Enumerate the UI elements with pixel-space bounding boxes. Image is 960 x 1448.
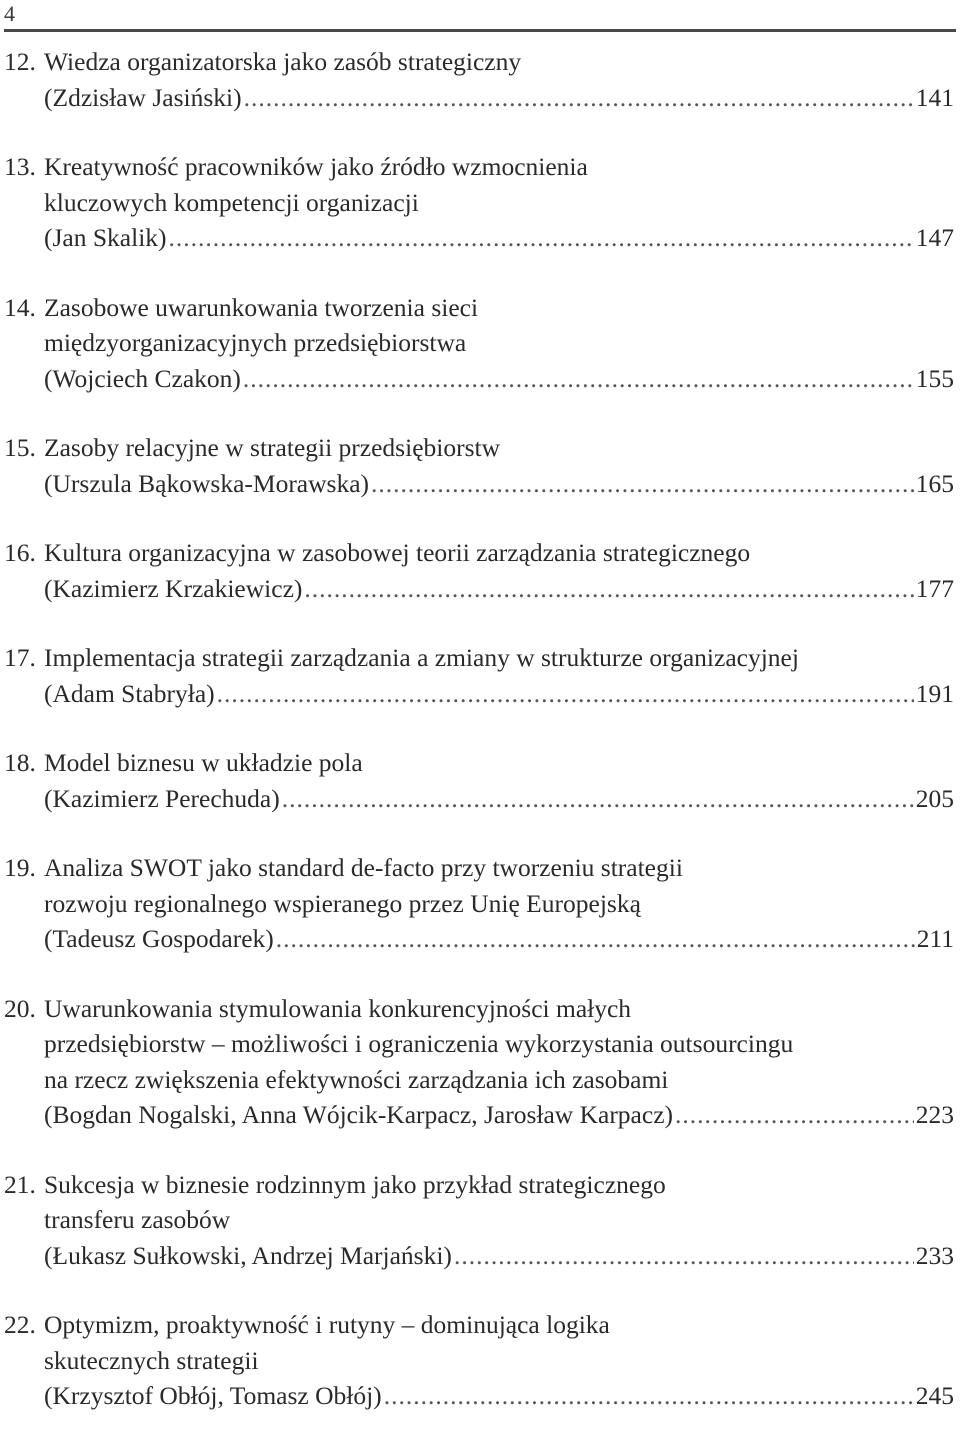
toc-entry[interactable] <box>4 1167 954 1274</box>
dot-leader <box>243 361 914 397</box>
entry-title: Analiza SWOT jako standard de-facto przy tworzeniu strategii <box>44 853 683 882</box>
toc-author-line <box>4 1238 954 1274</box>
entry-title: rozwoju regionalnego wspieranego przez Unię Europejską <box>44 888 641 918</box>
toc-title-line <box>4 1307 954 1343</box>
toc-title-line <box>4 991 954 1027</box>
entry-author: (Łukasz Sułkowski, Andrzej Marjański) <box>44 1240 452 1270</box>
entry-number: 13. <box>4 152 36 181</box>
toc-entry[interactable] <box>4 640 954 711</box>
toc-title-line <box>4 430 954 466</box>
entry-number: 14. <box>4 292 36 322</box>
toc-title-line <box>4 886 954 922</box>
toc-entry[interactable] <box>4 745 954 816</box>
entry-author: (Krzysztof Obłój, Tomasz Obłój) <box>44 1381 382 1410</box>
entry-page-number[interactable]: 155 <box>915 363 954 393</box>
dot-leader <box>454 1238 914 1274</box>
dot-leader <box>169 220 914 256</box>
header-rule <box>4 29 956 32</box>
toc-entry[interactable] <box>4 535 954 606</box>
entry-number: 15. <box>4 433 36 462</box>
toc-title-line <box>4 1062 954 1098</box>
entry-title: Implementacja strategii zarządzania a zmiany w strukturze organizacyjnej <box>44 643 799 672</box>
toc-title-line <box>4 44 954 80</box>
entry-title: Sukcesja w biznesie rodzinnym jako przykład strategicznego <box>44 1169 666 1199</box>
page-number: 4 <box>4 1 15 26</box>
toc-entry[interactable] <box>4 1307 954 1414</box>
entry-number: 17. <box>4 643 36 672</box>
toc-title-line <box>4 1343 954 1379</box>
entry-page-number[interactable]: 233 <box>915 1240 954 1270</box>
entry-page-number[interactable]: 205 <box>915 783 954 813</box>
entry-page-number[interactable]: 223 <box>915 1100 954 1129</box>
toc-title-line <box>4 325 954 361</box>
entry-number: 12. <box>4 47 36 76</box>
dot-leader <box>371 466 914 502</box>
toc-entry[interactable] <box>4 850 954 957</box>
toc-title-line <box>4 850 954 886</box>
page-header <box>4 0 956 33</box>
toc-title-line <box>4 149 954 185</box>
toc-title-line <box>4 1026 954 1062</box>
toc-author-line <box>4 921 954 957</box>
toc-author-line <box>4 466 954 502</box>
toc-title-line <box>4 1167 954 1203</box>
entry-title: Uwarunkowania stymulowania konkurencyjności małych <box>44 993 632 1023</box>
entry-page-number[interactable]: 165 <box>915 468 954 498</box>
dot-leader <box>217 676 914 712</box>
table-of-contents <box>4 44 954 1448</box>
entry-number: 16. <box>4 538 36 567</box>
dot-leader <box>675 1097 914 1133</box>
dot-leader <box>276 921 915 957</box>
toc-entry[interactable] <box>4 290 954 397</box>
entry-author: (Bogdan Nogalski, Anna Wójcik-Karpacz, Jarosław Karpacz) <box>44 1100 674 1129</box>
dot-leader <box>282 781 914 817</box>
entry-title: kluczowych kompetencji organizacji <box>44 187 419 217</box>
toc-author-line <box>4 1378 954 1414</box>
entry-author: (Wojciech Czakon) <box>44 363 241 393</box>
toc-author-line <box>4 1097 954 1133</box>
entry-number: 18. <box>4 748 36 777</box>
toc-author-line <box>4 571 954 607</box>
entry-author: (Kazimierz Krzakiewicz) <box>44 573 303 603</box>
entry-author: (Kazimierz Perechuda) <box>44 783 280 813</box>
entry-author: (Zdzisław Jasiński) <box>44 82 242 112</box>
toc-title-line <box>4 535 954 571</box>
entry-title: Optymizm, proaktywność i rutyny – dominująca logika <box>44 1310 610 1339</box>
entry-title: Kreatywność pracowników jako źródło wzmocnienia <box>44 152 588 181</box>
entry-page-number[interactable]: 191 <box>915 678 954 708</box>
entry-number: 20. <box>4 993 36 1023</box>
toc-title-line <box>4 745 954 781</box>
entry-number: 22. <box>4 1310 36 1339</box>
toc-title-line <box>4 640 954 676</box>
toc-author-line <box>4 781 954 817</box>
entry-title: międzyorganizacyjnych przedsiębiorstwa <box>44 328 467 357</box>
toc-author-line <box>4 676 954 712</box>
entry-author: (Jan Skalik) <box>44 223 167 252</box>
toc-entry[interactable] <box>4 430 954 501</box>
toc-title-line <box>4 1202 954 1238</box>
entry-page-number[interactable]: 147 <box>915 223 954 252</box>
entry-title: Wiedza organizatorska jako zasób strategiczny <box>44 47 522 76</box>
entry-title: Kultura organizacyjna w zasobowej teorii zarządzania strategicznego <box>44 538 751 567</box>
entry-title: Model biznesu w układzie pola <box>44 748 363 777</box>
entry-page-number[interactable]: 211 <box>916 924 954 953</box>
toc-author-line <box>4 80 954 116</box>
entry-number: 19. <box>4 853 36 882</box>
toc-entry[interactable] <box>4 44 954 115</box>
dot-leader <box>304 571 913 607</box>
entry-author: (Urszula Bąkowska-Morawska) <box>44 468 370 498</box>
entry-page-number[interactable]: 141 <box>915 82 954 112</box>
entry-title: Zasobowe uwarunkowania tworzenia sieci <box>44 292 479 322</box>
entry-author: (Tadeusz Gospodarek) <box>44 924 274 953</box>
toc-author-line <box>4 361 954 397</box>
entry-title: Zasoby relacyjne w strategii przedsiębiorstw <box>44 433 501 462</box>
toc-entry[interactable] <box>4 991 954 1133</box>
toc-author-line <box>4 220 954 256</box>
entry-title: skutecznych strategii <box>44 1345 259 1375</box>
dot-leader <box>384 1378 914 1414</box>
entry-page-number[interactable]: 177 <box>915 573 954 603</box>
entry-title: transferu zasobów <box>44 1205 231 1234</box>
entry-title: przedsiębiorstw – możliwości i ograniczenia wykorzystania outsourcingu <box>44 1029 794 1058</box>
entry-page-number[interactable]: 245 <box>915 1381 954 1410</box>
toc-title-line <box>4 290 954 326</box>
toc-title-line <box>4 185 954 221</box>
entry-author: (Adam Stabryła) <box>44 678 215 708</box>
entry-title: na rzecz zwiększenia efektywności zarządzania ich zasobami <box>44 1064 669 1094</box>
toc-entry[interactable] <box>4 149 954 256</box>
dot-leader <box>244 80 914 116</box>
entry-number: 21. <box>4 1169 36 1199</box>
